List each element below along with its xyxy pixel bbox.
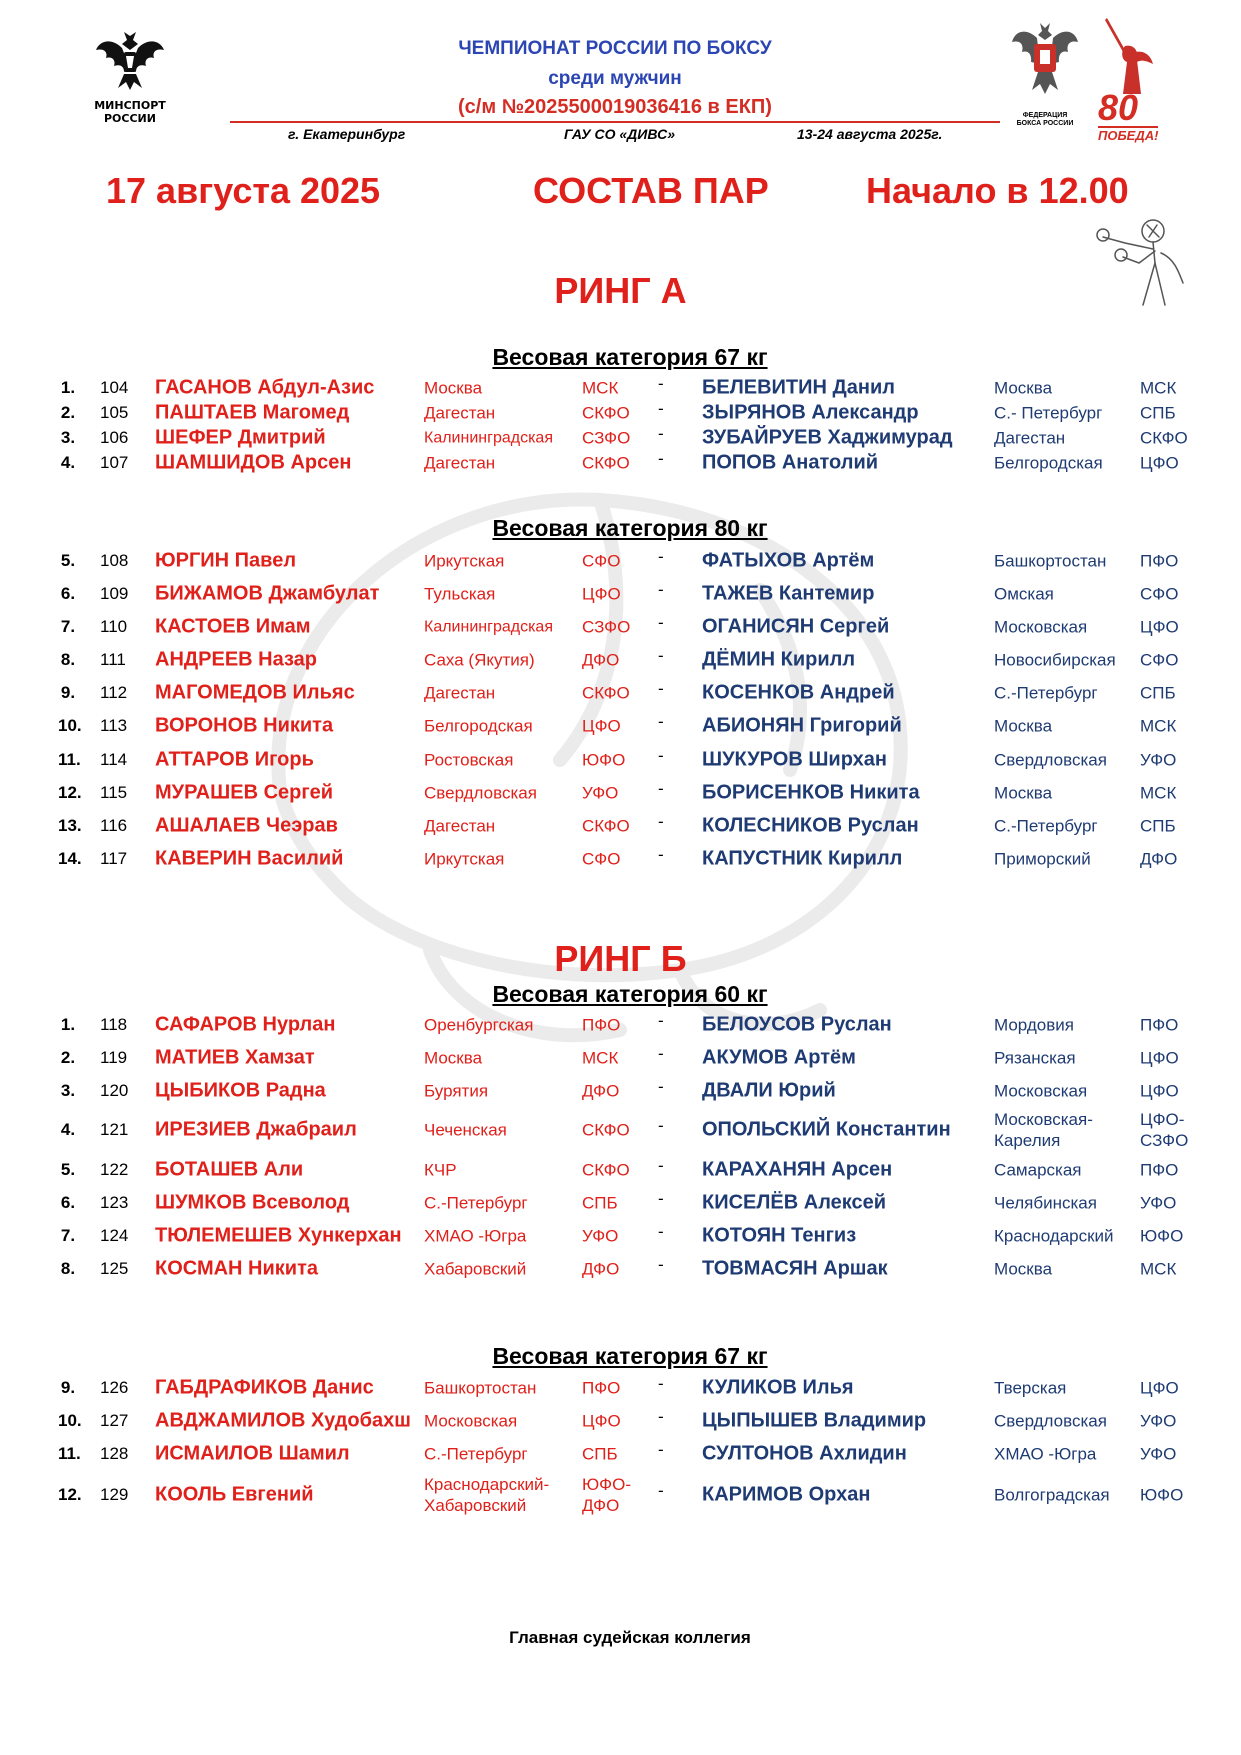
versus-dash: - [658,1156,664,1175]
blue-corner-region: Приморский [994,849,1091,869]
weight-category-title: Весовая категория 80 кг [492,515,768,541]
bout-row [0,1475,1241,1515]
bout-id: 125 [100,1259,129,1278]
red-corner-name: ЦЫБИКОВ Радна [155,1079,326,1102]
red-corner-name: ШАМШИДОВ Арсен [155,451,352,474]
red-corner-name: МУРАШЕВ Сергей [155,781,334,804]
red-corner-region: Саха (Якутия) [424,650,535,670]
blue-corner-district: МСК [1140,716,1177,736]
victory-80-badge [1098,87,1159,143]
bout-id: 114 [100,750,128,769]
red-corner-name: ЮРГИН Павел [155,549,297,572]
header-divider [230,121,1000,123]
judges-panel-signature: Главная судейская коллегия [509,1628,751,1647]
bout-number: 11. [58,750,81,769]
red-corner-name: ГАБДРАФИКОВ Данис [155,1376,374,1399]
red-corner-district: ДФО [582,650,620,670]
red-corner-name: ВОРОНОВ Никита [155,714,334,737]
versus-dash: - [658,679,664,698]
red-corner-district: ПФО [582,1015,621,1035]
bout-row [0,1439,1241,1469]
blue-corner-name: ЦЫПЫШЕВ Владимир [702,1409,927,1432]
bout-id: 115 [100,783,128,802]
bout-number: 6. [60,584,76,603]
bout-id: 128 [100,1444,129,1463]
blue-corner-name: КИСЕЛЁВ Алексей [702,1191,887,1214]
versus-dash: - [658,1407,664,1426]
bout-id: 120 [100,1081,129,1100]
red-corner-district: СКФО [582,683,630,703]
bout-number: 1. [60,378,76,397]
red-corner-region: Оренбургская [424,1015,534,1035]
bout-row [0,546,1241,576]
blue-corner-region: Мордовия [994,1015,1074,1035]
red-corner-district: ЮФО [582,750,626,770]
blue-corner-name: СУЛТОНОВ Ахлидин [702,1442,907,1465]
blue-corner-district: ПФО [1140,1160,1179,1180]
red-corner-district: МСК [582,378,619,398]
bout-row [0,645,1241,675]
versus-dash: - [658,1374,664,1393]
red-corner-region: Дагестан [424,453,496,473]
bout-number: 3. [60,1081,76,1100]
versus-dash: - [658,1255,664,1274]
minsport-logo [80,28,180,125]
bout-id: 111 [100,650,126,669]
blue-corner-region: С.-Петербург [994,816,1098,836]
versus-dash: - [658,1222,664,1241]
red-corner-region: Дагестан [424,816,496,836]
red-corner-district: УФО [582,783,619,803]
versus-dash: - [658,424,664,443]
blue-corner-name: БЕЛОУСОВ Руслан [702,1013,892,1036]
red-corner-district: ДФО [582,1259,620,1279]
blue-corner-district: УФО [1140,1444,1177,1464]
blue-corner-region: Омская [994,584,1054,604]
blue-corner-name: КОСЕНКОВ Андрей [702,681,895,704]
red-corner-name: КАСТОЕВ Имам [155,615,311,638]
bout-number: 13. [58,816,82,835]
blue-corner-name: ФАТЫХОВ Артём [702,549,875,572]
bout-id: 118 [100,1015,128,1034]
bout-number: 9. [60,683,76,702]
blue-corner-region: Москва [994,1259,1053,1279]
bout-row [0,1373,1241,1403]
bout-row [0,778,1241,808]
blue-corner-region: Свердловская [994,1411,1107,1431]
blue-corner-region: Тверская [994,1378,1067,1398]
red-corner-district: СЗФО [582,617,631,637]
blue-corner-region: Волгоградская [994,1485,1110,1505]
ring-a-title: РИНГ А [554,270,687,311]
versus-dash: - [658,547,664,566]
red-corner-name: ПАШТАЕВ Магомед [155,401,350,424]
red-corner-region: КЧР [424,1160,457,1180]
red-corner-name: БОТАШЕВ Али [155,1158,304,1181]
bout-id: 123 [100,1193,129,1212]
red-corner-district: СФО [582,849,621,869]
blue-corner-name: КАРИМОВ Орхан [702,1483,871,1506]
red-corner-district: МСК [582,1048,619,1068]
bout-id: 105 [100,403,129,422]
red-corner-district: ЦФО [582,584,621,604]
bout-id: 129 [100,1485,129,1504]
bout-id: 107 [100,453,129,472]
blue-corner-region: ХМАО -Югра [994,1444,1097,1464]
blue-corner-name: ДЁМИН Кирилл [702,648,856,671]
versus-dash: - [658,1116,664,1135]
anniversary-number: 80 [1098,87,1139,128]
blue-corner-name: ШУКУРОВ Ширхан [702,748,887,771]
blue-corner-name: ЗЫРЯНОВ Александр [702,401,919,424]
red-corner-region: Краснодарский- Хабаровский [424,1475,550,1515]
red-corner-region: ХМАО -Югра [424,1226,527,1246]
bout-id: 116 [100,816,128,835]
red-corner-district: СКФО [582,403,630,423]
blue-corner-district: УФО [1140,750,1177,770]
bout-number: 3. [60,428,76,447]
versus-dash: - [658,1044,664,1063]
red-corner-region: С.-Петербург [424,1193,528,1213]
federation-label: ФЕДЕРАЦИЯ БОКСА РОССИИ [1016,112,1074,127]
red-corner-name: КООЛЬ Евгений [155,1483,314,1506]
blue-corner-region: Белгородская [994,453,1103,473]
blue-corner-name: КОТОЯН Тенгиз [702,1224,857,1247]
blue-corner-district: ДФО [1140,849,1178,869]
blue-corner-region: Краснодарский [994,1226,1114,1246]
bout-number: 6. [60,1193,76,1212]
bout-row [0,1155,1241,1185]
bout-number: 5. [60,551,76,570]
event-registration: (с/м №2025500019036416 в ЕКП) [458,96,772,118]
red-corner-region: Белгородская [424,716,533,736]
red-corner-region: Ростовская [424,750,514,770]
red-corner-name: ШУМКОВ Всеволод [155,1191,350,1214]
bout-row [0,579,1241,609]
versus-dash: - [658,613,664,632]
double-headed-eagle-icon [94,28,166,94]
bout-row [0,448,1241,478]
versus-dash: - [658,1189,664,1208]
blue-corner-district: СПБ [1140,816,1176,836]
bout-number: 7. [60,617,76,636]
blue-corner-district: ЮФО [1140,1226,1184,1246]
red-corner-region: Калининградская [424,429,553,447]
blue-corner-region: Дагестан [994,428,1066,448]
blue-corner-district: СКФО [1140,428,1188,448]
red-corner-name: АТТАРОВ Игорь [155,748,314,771]
blue-corner-district: УФО [1140,1411,1177,1431]
blue-corner-district: МСК [1140,783,1177,803]
red-corner-name: ИРЕЗИЕВ Джабраил [155,1118,357,1141]
versus-dash: - [658,374,664,393]
red-corner-district: СКФО [582,1160,630,1180]
blue-corner-district: ПФО [1140,1015,1179,1035]
blue-corner-region: Челябинская [994,1193,1097,1213]
bout-number: 5. [60,1160,76,1179]
blue-corner-district: ЦФО [1140,617,1179,637]
bout-id: 119 [100,1048,128,1067]
red-corner-region: Москва [424,378,483,398]
red-corner-region: Калининградская [424,618,553,636]
versus-dash: - [658,1440,664,1459]
bout-number: 11. [58,1444,81,1463]
weight-category-title: Весовая категория 67 кг [492,1343,768,1369]
versus-dash: - [658,712,664,731]
blue-corner-region: С.-Петербург [994,683,1098,703]
blue-corner-name: КОЛЕСНИКОВ Руслан [702,814,919,837]
bout-row [0,811,1241,841]
blue-corner-name: АКУМОВ Артём [702,1046,856,1069]
blue-corner-name: ДВАЛИ Юрий [702,1079,836,1102]
red-corner-name: ГАСАНОВ Абдул-Азис [155,376,375,399]
red-corner-district: УФО [582,1226,619,1246]
bout-row [0,1406,1241,1436]
blue-corner-district: ЦФО [1140,1378,1179,1398]
red-corner-name: АНДРЕЕВ Назар [155,648,317,671]
blue-corner-district: ЦФО [1140,453,1179,473]
bout-number: 7. [60,1226,76,1245]
blue-corner-region: Башкортостан [994,551,1107,571]
bout-id: 124 [100,1226,129,1245]
blue-corner-district: ЦФО [1140,1048,1179,1068]
bout-number: 8. [60,1259,76,1278]
red-corner-district: СКФО [582,1120,630,1140]
red-corner-district: СКФО [582,453,630,473]
red-corner-district: СФО [582,551,621,571]
bout-number: 2. [60,403,76,422]
bout-row [0,1076,1241,1106]
versus-dash: - [658,1481,664,1500]
red-corner-region: Чеченская [424,1120,507,1140]
ministry-label: МИНСПОРТ РОССИИ [94,99,166,125]
red-corner-region: Дагестан [424,403,496,423]
blue-corner-name: ПОПОВ Анатолий [702,451,879,474]
bout-row [0,1254,1241,1284]
red-corner-name: САФАРОВ Нурлан [155,1013,336,1036]
boxing-federation-eagle-icon [1010,20,1080,110]
red-corner-district: ЦФО [582,716,621,736]
blue-corner-district: ЦФО- СЗФО [1140,1110,1189,1150]
bout-id: 110 [100,617,128,636]
red-corner-name: АШАЛАЕВ Чеэрав [155,814,338,837]
blue-corner-region: Москва [994,783,1053,803]
blue-corner-district: ПФО [1140,551,1179,571]
blue-corner-district: УФО [1140,1193,1177,1213]
red-corner-name: ТЮЛЕМЕШЕВ Хункерхан [155,1224,402,1247]
red-corner-name: КОСМАН Никита [155,1257,319,1280]
bout-id: 109 [100,584,129,603]
red-corner-name: ИСМАИЛОВ Шамил [155,1442,350,1465]
blue-corner-district: ЮФО [1140,1485,1184,1505]
blue-corner-name: ЗУБАЙРУЕВ Хаджимурад [702,426,953,449]
versus-dash: - [658,1077,664,1096]
versus-dash: - [658,646,664,665]
red-corner-name: БИЖАМОВ Джамбулат [155,582,380,605]
event-city: г. Екатеринбург [288,126,406,142]
blue-corner-name: БОРИСЕНКОВ Никита [702,781,920,804]
blue-corner-region: С.- Петербург [994,403,1103,423]
blue-corner-name: КАРАХАНЯН Арсен [702,1158,893,1181]
day-start-time: Начало в 12.00 [866,170,1129,211]
versus-dash: - [658,580,664,599]
bout-number: 8. [60,650,76,669]
blue-corner-region: Новосибирская [994,650,1116,670]
versus-dash: - [658,812,664,831]
bout-number: 9. [60,1378,76,1397]
day-date: 17 августа 2025 [106,170,381,211]
red-corner-region: Свердловская [424,783,537,803]
blue-corner-name: КУЛИКОВ Илья [702,1376,854,1399]
anniversary-word: ПОБЕДА! [1098,128,1159,143]
bout-id: 113 [100,716,128,735]
bout-number: 1. [60,1015,76,1034]
weight-category-title: Весовая категория 67 кг [492,344,768,370]
bout-row [0,1010,1241,1040]
bout-row [0,612,1241,642]
bout-number: 4. [60,453,76,472]
red-corner-name: АВДЖАМИЛОВ Худобахш [155,1409,411,1432]
event-dates: 13-24 августа 2025г. [797,126,943,142]
red-corner-region: Иркутская [424,551,505,571]
bout-id: 117 [100,849,128,868]
blue-corner-region: Самарская [994,1160,1082,1180]
bout-row [0,1043,1241,1073]
day-heading: СОСТАВ ПАР [533,170,769,211]
versus-dash: - [658,746,664,765]
versus-dash: - [658,1011,664,1030]
red-corner-region: Тульская [424,584,496,604]
blue-corner-region: Московская [994,1081,1088,1101]
event-venue: ГАУ СО «ДИВС» [564,126,675,142]
blue-corner-district: СФО [1140,650,1179,670]
bout-row [0,1188,1241,1218]
event-subtitle: среди мужчин [548,68,682,89]
red-corner-name: МАТИЕВ Хамзат [155,1046,315,1069]
ring-b-title: РИНГ Б [554,938,687,979]
bout-number: 2. [60,1048,76,1067]
red-corner-region: Дагестан [424,683,496,703]
red-corner-district: СКФО [582,816,630,836]
red-corner-district: ПФО [582,1378,621,1398]
weight-category-title: Весовая категория 60 кг [492,981,768,1007]
blue-corner-region: Москва [994,378,1053,398]
versus-dash: - [658,399,664,418]
red-corner-region: С.-Петербург [424,1444,528,1464]
blue-corner-name: ТАЖЕВ Кантемир [702,582,875,605]
blue-corner-name: БЕЛЕВИТИН Данил [702,376,895,399]
blue-corner-name: ОПОЛЬСКИЙ Константин [702,1118,951,1141]
blue-corner-region: Рязанская [994,1048,1076,1068]
bout-number: 12. [58,1485,82,1504]
victory-statue-icon [1095,16,1155,96]
red-corner-region: Хабаровский [424,1259,527,1279]
versus-dash: - [658,845,664,864]
blue-corner-name: ТОВМАСЯН Аршак [702,1257,888,1280]
blue-corner-district: СПБ [1140,403,1176,423]
blue-corner-district: МСК [1140,1259,1177,1279]
red-corner-region: Башкортостан [424,1378,537,1398]
event-title: ЧЕМПИОНАТ РОССИИ ПО БОКСУ [458,38,772,59]
bout-row [0,711,1241,741]
bout-row [0,844,1241,874]
bout-id: 121 [100,1120,129,1139]
red-corner-region: Иркутская [424,849,505,869]
bout-id: 127 [100,1411,129,1430]
versus-dash: - [658,779,664,798]
bout-id: 108 [100,551,129,570]
blue-corner-region: Московская [994,617,1088,637]
blue-corner-name: КАПУСТНИК Кирилл [702,847,903,870]
blue-corner-name: АБИОНЯН Григорий [702,714,902,737]
red-corner-district: ДФО [582,1081,620,1101]
bout-id: 122 [100,1160,129,1179]
red-corner-name: КАВЕРИН Василий [155,847,344,870]
versus-dash: - [658,449,664,468]
red-corner-region: Бурятия [424,1081,489,1101]
blue-corner-district: СФО [1140,584,1179,604]
bout-row [0,745,1241,775]
bout-id: 104 [100,378,129,397]
blue-corner-district: ЦФО [1140,1081,1179,1101]
red-corner-district: ЮФО- ДФО [582,1475,631,1515]
bout-row [0,678,1241,708]
bout-id: 126 [100,1378,129,1397]
blue-corner-district: СПБ [1140,683,1176,703]
bout-number: 10. [58,1411,82,1430]
red-corner-district: ЦФО [582,1411,621,1431]
red-corner-region: Москва [424,1048,483,1068]
bout-number: 4. [60,1120,76,1139]
red-corner-region: Московская [424,1411,518,1431]
bout-id: 106 [100,428,129,447]
blue-corner-region: Москва [994,716,1053,736]
red-corner-district: СПБ [582,1193,618,1213]
blue-corner-name: ОГАНИСЯН Сергей [702,615,890,638]
red-corner-name: МАГОМЕДОВ Ильяс [155,681,355,704]
blue-corner-region: Московская- Карелия [994,1110,1093,1150]
blue-corner-region: Свердловская [994,750,1107,770]
bout-number: 10. [58,716,82,735]
blue-corner-district: МСК [1140,378,1177,398]
red-corner-name: ШЕФЕР Дмитрий [155,426,326,449]
red-corner-district: СЗФО [582,428,631,448]
red-corner-district: СПБ [582,1444,618,1464]
bout-row [0,1221,1241,1251]
federation-logos [1010,20,1185,155]
bout-number: 14. [58,849,82,868]
bout-row [0,1110,1241,1150]
bout-id: 112 [100,683,128,702]
bout-number: 12. [58,783,82,802]
